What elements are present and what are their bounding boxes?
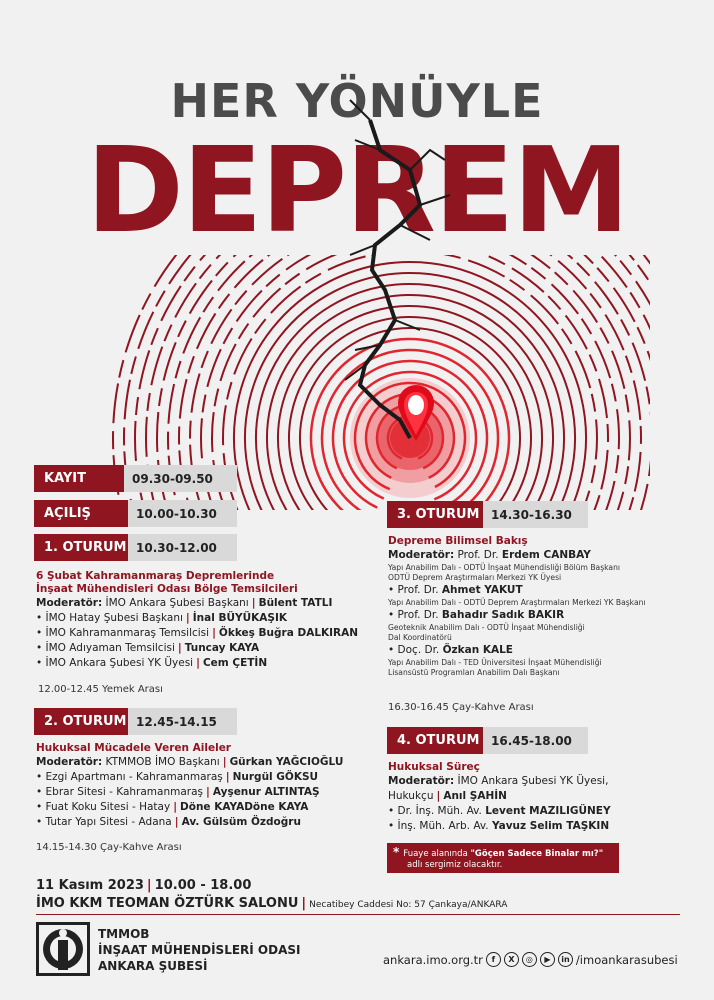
acilis-time: 10.00-10.30 [128, 500, 237, 527]
website-link[interactable]: ankara.imo.org.tr [383, 952, 483, 967]
oturum2-time: 12.45-14.15 [128, 708, 237, 735]
linkedin-icon[interactable]: in [558, 952, 573, 967]
oturum3-time: 14.30-16.30 [483, 501, 588, 528]
header-oturum1 [34, 534, 237, 561]
oturum1-break: 12.00-12.45 Yemek Arası [38, 684, 163, 695]
oturum4-label: 4. OTURUM [387, 727, 483, 754]
facebook-icon[interactable]: f [486, 952, 501, 967]
header-oturum4 [387, 727, 588, 754]
oturum2-title: Hukuksal Mücadele Veren Aileler [36, 742, 231, 754]
kayit-time: 09.30-09.50 [124, 465, 237, 492]
header-oturum3 [387, 501, 588, 528]
list-item: • İMO Adıyaman Temsilcisi | Tuncay KAYA [36, 642, 260, 654]
title-line2: DEPREM [86, 121, 628, 259]
oturum1-section [36, 570, 358, 671]
list-item: • Tutar Yapı Sitesi - Adana | Av. Gülsüm Özdoğru [36, 816, 301, 828]
list-item: • İMO Ankara Şubesi YK Üyesi | Cem ÇETİN [36, 657, 268, 669]
oturum1-time: 10.30-12.00 [128, 534, 237, 561]
oturum1-title1: 6 Şubat Kahramanmaraş Depremlerinde [36, 570, 275, 582]
oturum1-label: 1. OTURUM [34, 534, 128, 561]
oturum3-section: Depreme Bilimsel Bakış Moderatör: Prof. Dr. Erdem CANBAY Yapı Anabilim Dalı - ODTÜ İnşaat Mühendisliği Bölüm Başkanı ODTÜ Deprem Araştırmaları Merkezi YK Üyesi • Prof. Dr. Ahmet YAKUT Yapı Anabilim Dalı - ODTÜ Deprem Araştırmaları Merkezi YK Başkanı • Prof. Dr. Bahadır Sadık BAKIR Geoteknik Anabilim Dalı - ODTÜ İnşaat Mühendisliği Dal Koordinatörü • Doç. Dr. Özkan KALE Yapı Anabilim Dalı - TED Üniversitesi İnşaat Mühendisliği Lisansüstü Programları Anabilim Dalı Başkanı [388, 535, 646, 677]
oturum1-title2: İnşaat Mühendisleri Odası Bölge Temsilcileri [36, 583, 298, 595]
oturum2-label: 2. OTURUM [34, 708, 128, 735]
social-handle[interactable]: /imoankarasubesi [575, 952, 678, 967]
title-line1: HER YÖNÜYLE [170, 74, 544, 128]
event-venue: İMO KKM TEOMAN ÖZTÜRK SALONU | Necatibey Caddesi No: 57 Çankaya/ANKARA [36, 896, 508, 911]
exhibition-note: * Fuaye alanında "Göçen Sadece Binalar mı?" adlı sergimiz olacaktır. [387, 843, 619, 873]
list-item: • Doç. Dr. Özkan KALE [388, 644, 513, 656]
list-item: • İnş. Müh. Arb. Av. Yavuz Selim TAŞKIN [388, 820, 610, 832]
event-date: 11 Kasım 2023 | 10.00 - 18.00 [36, 878, 252, 893]
header-acilis [34, 500, 237, 527]
list-item: • İMO Hatay Şubesi Başkanı | İnal BÜYÜKAŞIK [36, 612, 287, 624]
oturum3-title: Depreme Bilimsel Bakış [388, 535, 528, 547]
header-oturum2 [34, 708, 237, 735]
list-item: • Prof. Dr. Ahmet YAKUT [388, 584, 523, 596]
list-item: • İMO Kahramanmaraş Temsilcisi | Ökkeş Buğra DALKIRAN [36, 627, 359, 639]
list-item: • Ezgi Apartmanı - Kahramanmaraş | Nurgül GÖKSU [36, 771, 319, 783]
location-pin-icon [396, 383, 436, 443]
oturum4-title: Hukuksal Süreç [388, 761, 480, 773]
youtube-icon[interactable]: ▶ [540, 952, 555, 967]
list-item: • Ebrar Sitesi - Kahramanmaraş | Ayşenur ALTINTAŞ [36, 786, 320, 798]
oturum3-label: 3. OTURUM [387, 501, 483, 528]
list-item: • Fuat Koku Sitesi - Hatay | Döne KAYADöne KAYA [36, 801, 309, 813]
divider [36, 914, 680, 915]
oturum4-time: 16.45-18.00 [483, 727, 588, 754]
header-kayit [34, 465, 237, 492]
oturum1-moderator: Moderatör: İMO Ankara Şubesi Başkanı | Bülent TATLI [36, 597, 333, 609]
list-item: • Dr. İnş. Müh. Av. Levent MAZILIGÜNEY [388, 805, 611, 817]
oturum4-moderator: Moderatör: İMO Ankara Şubesi YK Üyesi, [388, 775, 609, 787]
oturum3-break: 16.30-16.45 Çay-Kahve Arası [388, 702, 534, 713]
oturum2-break: 14.15-14.30 Çay-Kahve Arası [36, 842, 182, 853]
social-links [383, 952, 678, 967]
list-item: • Prof. Dr. Bahadır Sadık BAKIR [388, 609, 565, 621]
x-icon[interactable]: X [504, 952, 519, 967]
organization-name: TMMOB İNŞAAT MÜHENDİSLERİ ODASI ANKARA ŞUBESİ [98, 927, 301, 973]
acilis-label: AÇILIŞ [34, 500, 128, 527]
oturum4-section: Hukuksal Süreç Moderatör: İMO Ankara Şubesi YK Üyesi, Hukukçu | Anıl ŞAHİN • Dr. İnş. Müh. Av. Levent MAZILIGÜNEY • İnş. Müh. Arb. Av. Yavuz Selim TAŞKIN [388, 761, 611, 832]
asterisk-icon: * [393, 845, 400, 859]
oturum3-moderator: Moderatör: Prof. Dr. Erdem CANBAY [388, 549, 591, 561]
oturum2-moderator: Moderatör: KTMMOB İMO Başkanı | Gürkan YAĞCIOĞLU [36, 756, 344, 768]
kayit-label: KAYIT [34, 465, 124, 492]
imo-logo [36, 922, 90, 976]
instagram-icon[interactable]: ◎ [522, 952, 537, 967]
oturum2-section [36, 742, 343, 830]
